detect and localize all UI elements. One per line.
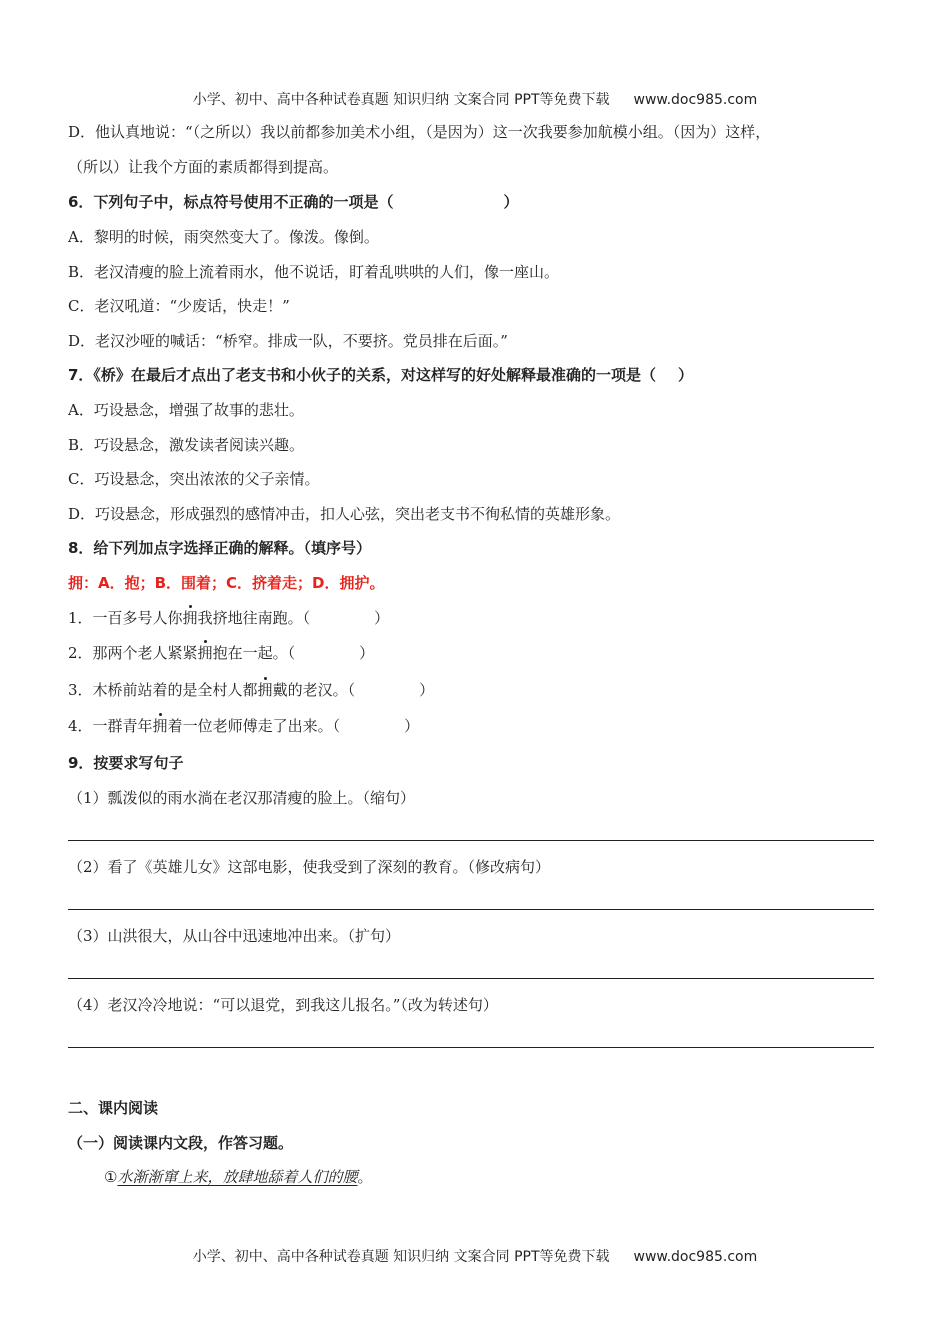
header-banner bbox=[0, 89, 950, 109]
answer-line-4[interactable] bbox=[68, 1047, 874, 1048]
dotted-char: 拥 bbox=[257, 681, 273, 699]
q9-stem: 9．按要求写句子 bbox=[68, 754, 184, 772]
q7-option-a: A．巧设悬念，增强了故事的悲壮。 bbox=[68, 401, 304, 419]
footer-text: 小学、初中、高中各种试卷真题 知识归纳 文案合同 PPT等免费下载 bbox=[192, 1249, 610, 1265]
q6-option-a: A．黎明的时候，雨突然变大了。像泼。像倒。 bbox=[68, 228, 379, 246]
dotted-char: 拥 bbox=[182, 609, 198, 627]
q8-item-1 bbox=[68, 608, 888, 628]
q8-stem: 8．给下列加点字选择正确的解释。（填序号） bbox=[68, 539, 371, 557]
paragraph-end: 。 bbox=[357, 1168, 373, 1186]
answer-line-3[interactable] bbox=[68, 978, 874, 979]
q8-item-3-close: ） bbox=[419, 681, 435, 699]
header-text: 小学、初中、高中各种试卷真题 知识归纳 文案合同 PPT等免费下载 bbox=[192, 92, 610, 108]
footer-banner bbox=[0, 1246, 950, 1266]
q8-key: 拥：A．抱；B．围着；C．挤着走；D．拥护。 bbox=[68, 574, 385, 592]
q8-item-2 bbox=[68, 643, 888, 663]
q8-item-1-post: 我挤地往南跑。（ bbox=[197, 609, 311, 627]
q8-item-4 bbox=[68, 716, 888, 736]
q8-item-2-post: 抱在一起。（ bbox=[212, 644, 296, 662]
q8-item-4-post: 着一位老师傅走了出来。（ bbox=[167, 717, 341, 735]
q9-item-3: （3）山洪很大，从山谷中迅速地冲出来。（扩句） bbox=[68, 927, 401, 945]
q7-stem-text: 7．《桥》在最后才点出了老支书和小伙子的关系，对这样写的好处解释最准确的一项是（ bbox=[68, 366, 656, 384]
q8-item-2-pre: 2．那两个老人紧紧 bbox=[68, 644, 198, 662]
q7-option-d: D．巧设悬念，形成强烈的感情冲击，扣人心弦，突出老支书不徇私情的英雄形象。 bbox=[68, 505, 621, 523]
q6-stem-text: 6．下列句子中，标点符号使用不正确的一项是（ bbox=[68, 193, 394, 211]
reading-paragraph bbox=[104, 1167, 924, 1187]
q7-option-b: B．巧设悬念，激发读者阅读兴趣。 bbox=[68, 436, 305, 454]
q6-option-c: C．老汉吼道：“少废话，快走！” bbox=[68, 297, 290, 315]
q6-option-d: D．老汉沙哑的喊话：“桥窄。排成一队，不要挤。党员排在后面。” bbox=[68, 332, 508, 350]
q8-item-3-pre: 3．木桥前站着的是全村人都 bbox=[68, 681, 258, 699]
q6-stem bbox=[68, 192, 888, 212]
section-2-title: 二、课内阅读 bbox=[68, 1099, 159, 1117]
q8-item-3-post: 戴的老汉。（ bbox=[272, 681, 356, 699]
q8-item-1-pre: 1．一百多号人你 bbox=[68, 609, 183, 627]
q8-item-1-close: ） bbox=[374, 609, 390, 627]
q6-stem-close: ） bbox=[503, 193, 519, 211]
q9-item-4: （4）老汉冷冷地说：“可以退党，到我这儿报名。”（改为转述句） bbox=[68, 996, 498, 1014]
q7-stem-close: ） bbox=[677, 366, 693, 384]
paragraph-underlined-text: 水渐渐窜上来，放肆地舔着人们的腰 bbox=[117, 1168, 358, 1186]
dotted-char: 拥 bbox=[197, 644, 213, 662]
section-2-subtitle: （一）阅读课内文段，作答习题。 bbox=[68, 1134, 294, 1152]
q6-option-b: B．老汉清瘦的脸上流着雨水，他不说话，盯着乱哄哄的人们，像一座山。 bbox=[68, 263, 560, 281]
q9-item-1: （1）瓢泼似的雨水淌在老汉那清瘦的脸上。（缩句） bbox=[68, 789, 416, 807]
answer-line-1[interactable] bbox=[68, 840, 874, 841]
q9-item-2: （2）看了《英雄儿女》这部电影，使我受到了深刻的教育。（修改病句） bbox=[68, 858, 551, 876]
footer-url[interactable]: www.doc985.com bbox=[633, 1249, 758, 1265]
header-url[interactable]: www.doc985.com bbox=[633, 92, 758, 108]
q8-item-2-close: ） bbox=[359, 644, 375, 662]
q5-option-d-line1: D．他认真地说：“（之所以）我以前都参加美术小组，（是因为）这一次我要参加航模小组。（因为）这样， bbox=[68, 123, 771, 141]
q5-option-d-line2: （所以）让我个方面的素质都得到提高。 bbox=[68, 158, 339, 176]
q8-item-3 bbox=[68, 680, 888, 700]
dotted-char: 拥 bbox=[152, 717, 168, 735]
q8-item-4-close: ） bbox=[404, 717, 420, 735]
q7-option-c: C．巧设悬念，突出浓浓的父子亲情。 bbox=[68, 470, 320, 488]
answer-line-2[interactable] bbox=[68, 909, 874, 910]
q7-stem bbox=[68, 365, 888, 385]
q8-item-4-pre: 4．一群青年 bbox=[68, 717, 153, 735]
paragraph-number: ① bbox=[104, 1168, 118, 1186]
